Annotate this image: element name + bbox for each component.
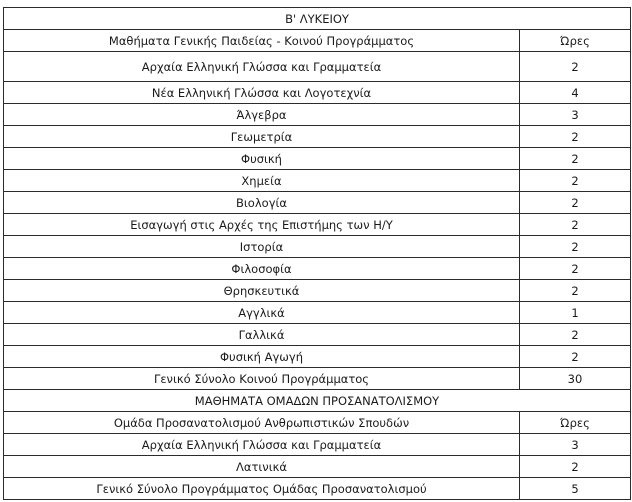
table-row <box>4 280 631 302</box>
table-row <box>4 214 631 236</box>
hours-cell: 3 <box>520 104 631 126</box>
hours-cell: 1 <box>520 302 631 324</box>
table-row <box>4 236 631 258</box>
hours-cell: 3 <box>520 434 631 456</box>
hours-cell: 2 <box>520 236 631 258</box>
general-total-hours: 30 <box>520 368 631 390</box>
hours-cell: 2 <box>520 324 631 346</box>
hours-cell: 2 <box>520 258 631 280</box>
general-header-row <box>4 30 631 52</box>
hours-cell: 4 <box>520 82 631 104</box>
table-row <box>4 126 631 148</box>
subject-cell: Αγγλικά <box>4 302 520 324</box>
general-total-row <box>4 368 631 390</box>
subject-cell: Εισαγωγή στις Αρχές της Επιστήμης των Η/Υ <box>4 214 520 236</box>
orientation-total-label: Γενικό Σύνολο Προγράμματος Ομάδας Προσανατολισμού <box>4 478 520 500</box>
section-title: Β' ΛΥΚΕΙΟΥ <box>4 8 631 30</box>
subject-cell: Λατινικά <box>4 456 520 478</box>
subject-cell: Χημεία <box>4 170 520 192</box>
table-row <box>4 148 631 170</box>
subject-cell: Γεωμετρία <box>4 126 520 148</box>
hours-cell: 2 <box>520 346 631 368</box>
table-row <box>4 192 631 214</box>
hours-cell: 2 <box>520 52 631 82</box>
section-title-row <box>4 8 631 30</box>
subject-cell: Φυσική <box>4 148 520 170</box>
subject-cell: Αρχαία Ελληνική Γλώσσα και Γραμματεία <box>4 434 520 456</box>
orientation-total-hours: 5 <box>520 478 631 500</box>
hours-cell: 2 <box>520 170 631 192</box>
table-row <box>4 456 631 478</box>
hours-cell: 2 <box>520 192 631 214</box>
table-row <box>4 324 631 346</box>
curriculum-table <box>3 7 631 500</box>
hours-cell: 2 <box>520 126 631 148</box>
subject-cell: Αρχαία Ελληνική Γλώσσα και Γραμματεία <box>4 52 520 82</box>
subject-cell: Άλγεβρα <box>4 104 520 126</box>
table-row <box>4 258 631 280</box>
orientation-hours-header: Ώρες <box>520 412 631 434</box>
hours-cell: 2 <box>520 214 631 236</box>
orientation-title-row <box>4 390 631 412</box>
subject-cell: Φυσική Αγωγή <box>4 346 520 368</box>
subject-cell: Ιστορία <box>4 236 520 258</box>
general-hours-header: Ώρες <box>520 30 631 52</box>
table-row <box>4 346 631 368</box>
orientation-section-title: ΜΑΘΗΜΑΤΑ ΟΜΑΔΩΝ ΠΡΟΣΑΝΑΤΟΛΙΣΜΟΥ <box>4 390 631 412</box>
table-row <box>4 302 631 324</box>
subject-cell: Θρησκευτικά <box>4 280 520 302</box>
table-row <box>4 104 631 126</box>
orientation-total-row <box>4 478 631 500</box>
orientation-header-row <box>4 412 631 434</box>
table-row <box>4 434 631 456</box>
general-total-label: Γενικό Σύνολο Κοινού Προγράμματος <box>4 368 520 390</box>
table-row <box>4 82 631 104</box>
subject-cell: Φιλοσοφία <box>4 258 520 280</box>
orientation-subject-header: Ομάδα Προσανατολισμού Ανθρωπιστικών Σπουδών <box>4 412 520 434</box>
subject-cell: Γαλλικά <box>4 324 520 346</box>
general-subject-header: Μαθήματα Γενικής Παιδείας - Κοινού Προγράμματος <box>4 30 520 52</box>
table-row <box>4 52 631 82</box>
subject-cell: Νέα Ελληνική Γλώσσα και Λογοτεχνία <box>4 82 520 104</box>
hours-cell: 2 <box>520 148 631 170</box>
subject-cell: Βιολογία <box>4 192 520 214</box>
hours-cell: 2 <box>520 456 631 478</box>
table-row <box>4 170 631 192</box>
hours-cell: 2 <box>520 280 631 302</box>
